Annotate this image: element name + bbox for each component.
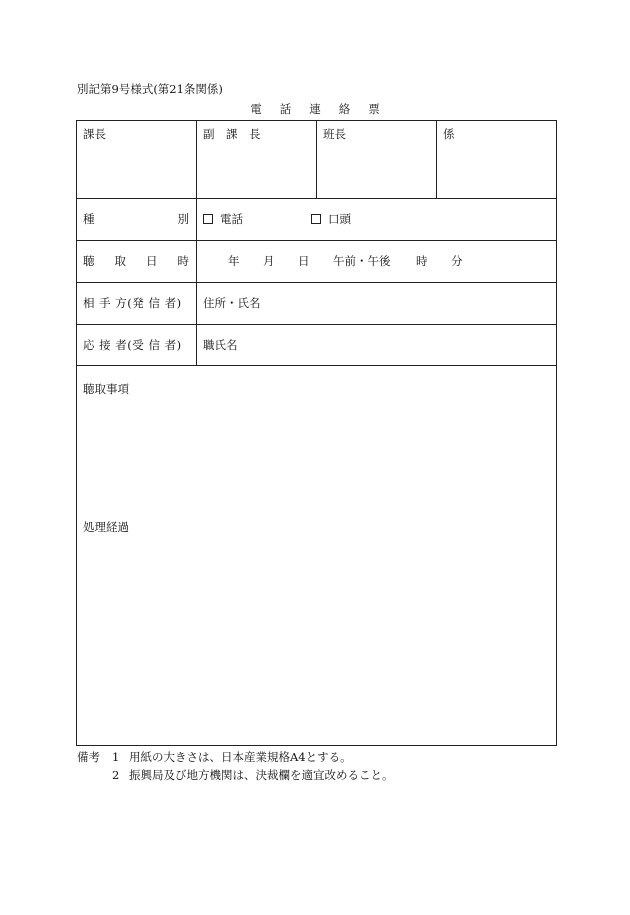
table-divider — [436, 120, 437, 198]
table-divider — [76, 198, 557, 199]
caller-label: 相 手 方(発 信 者) — [83, 296, 182, 310]
process-label: 処理経過 — [83, 520, 129, 534]
table-border-left — [76, 120, 77, 746]
checkbox-icon[interactable] — [311, 214, 321, 224]
approval-unit-chief: 班長 — [323, 127, 346, 141]
receiver-label: 応 接 者(受 信 者) — [83, 338, 182, 352]
table-divider — [76, 240, 557, 241]
note-2-text: 振興局及び地方機関は、決裁欄を適宜改めること。 — [129, 768, 394, 782]
table-border-bottom — [76, 745, 557, 746]
table-border-right — [556, 120, 557, 746]
table-divider — [76, 324, 557, 325]
form-number: 別記第9号様式(第21条関係) — [77, 82, 223, 96]
datetime-label-char: 聴 — [83, 254, 95, 268]
datetime-ampm: 午前・午後 — [333, 254, 391, 268]
approval-section-chief: 課長 — [83, 127, 106, 141]
option-oral-label: 口頭 — [328, 212, 351, 226]
type-label — [83, 214, 189, 226]
option-oral[interactable] — [311, 214, 351, 226]
datetime-label-char: 取 — [114, 254, 126, 268]
note-1-number: 1 — [112, 750, 120, 764]
heard-matters-label: 聴取事項 — [83, 382, 129, 396]
note-1-text: 用紙の大きさは、日本産業規格A4とする。 — [129, 750, 352, 764]
approval-staff: 係 — [443, 127, 455, 141]
table-divider — [196, 120, 197, 366]
table-divider — [316, 120, 317, 198]
type-label-char: 別 — [177, 212, 189, 226]
datetime-day: 日 — [298, 254, 310, 268]
datetime-label — [83, 256, 189, 268]
form-title — [0, 104, 630, 116]
title-char: 話 — [279, 102, 292, 116]
receiver-field[interactable]: 職氏名 — [203, 338, 238, 352]
note-2-number: 2 — [112, 768, 120, 782]
option-phone-label: 電話 — [220, 212, 243, 226]
option-phone[interactable] — [203, 214, 243, 226]
title-char: 票 — [368, 102, 380, 116]
checkbox-icon[interactable] — [203, 214, 213, 224]
datetime-month: 月 — [263, 254, 275, 268]
approval-deputy-chief: 副 課 長 — [203, 127, 261, 141]
title-char: 連 — [309, 102, 321, 116]
title-char: 電 — [250, 102, 262, 116]
type-label-char: 種 — [83, 212, 95, 226]
table-divider — [76, 365, 557, 366]
caller-field[interactable]: 住所・氏名 — [203, 296, 261, 310]
notes-heading: 備考 — [77, 750, 100, 764]
datetime-hour: 時 — [416, 254, 428, 268]
title-char: 絡 — [338, 102, 351, 116]
datetime-year: 年 — [228, 254, 240, 268]
datetime-minute: 分 — [451, 254, 463, 268]
datetime-label-char: 時 — [177, 254, 189, 268]
datetime-label-char: 日 — [146, 254, 158, 268]
table-divider — [76, 282, 557, 283]
